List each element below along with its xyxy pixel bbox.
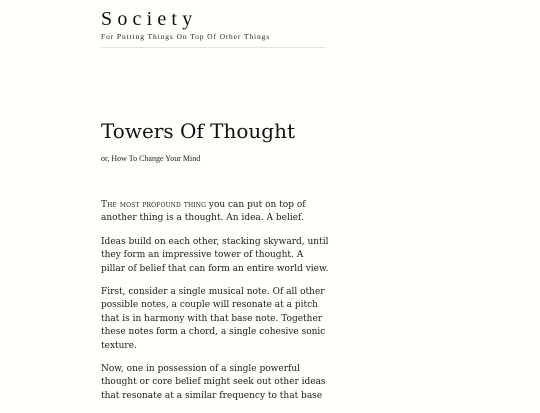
post-paragraph: Ideas build on each other, stacking skyward, until they form an impressive tower of thought. A pillar of belief that can form an entire world view. <box>101 236 329 274</box>
post-paragraph: First, consider a single musical note. Of all other possible notes, a couple will resonate at a pitch that is in harmony with that base note. Together these notes form a chord, a single cohesive sonic texture. <box>101 287 326 351</box>
site-tagline: For Putting Things On Top Of Other Things <box>101 32 271 41</box>
post-body <box>101 199 329 413</box>
post-subtitle: or, How To Change Your Mind <box>101 154 201 163</box>
post-paragraph <box>101 199 329 226</box>
site-header <box>101 0 325 48</box>
post-paragraph: Now, one in possession of a single powerful thought or core belief might seek out other ideas that resonate at a similar frequency to that base <box>101 364 326 401</box>
post-title: Towers Of Thought <box>101 119 295 143</box>
page-column <box>101 0 329 401</box>
site-title-link[interactable]: Society <box>101 8 198 30</box>
header-divider <box>101 47 325 48</box>
paragraph-text: you can put on top of another thing is a thought. An idea. A belief. <box>101 200 306 224</box>
lead-in-text: The most profound thing <box>101 200 206 210</box>
